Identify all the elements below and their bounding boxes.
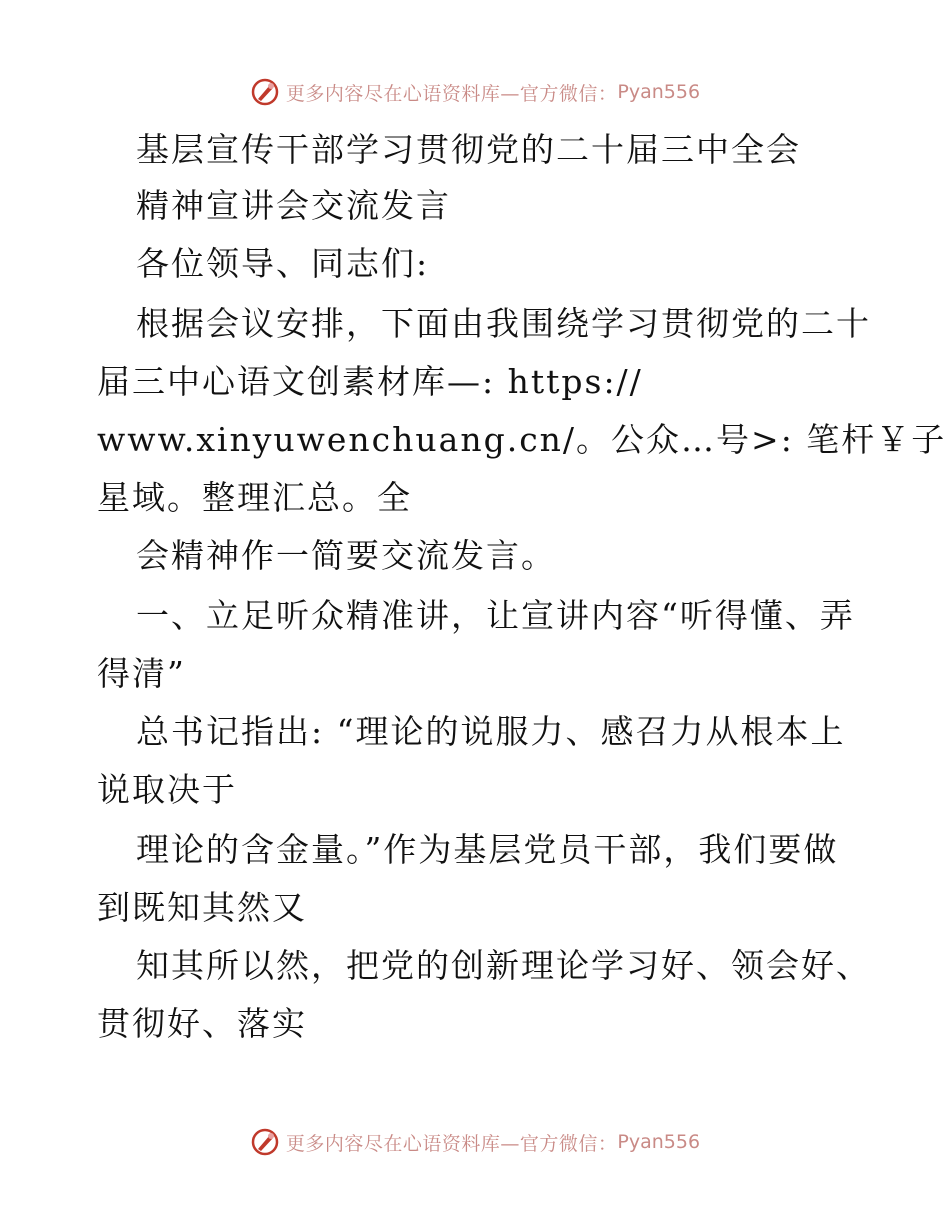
- title-line-2: 精神宣讲会交流发言: [136, 186, 451, 225]
- paragraph-line: 到既知其然又: [97, 888, 307, 927]
- title-line-1: 基层宣传干部学习贯彻党的二十届三中全会: [136, 130, 801, 169]
- section-heading-line: 得清”: [97, 654, 186, 693]
- salutation: 各位领导、同志们:: [136, 244, 430, 283]
- paragraph-line: www.xinyuwenchuang.cn/。公众…号>: 笔杆￥子: [97, 420, 947, 459]
- footer-banner: [0, 1122, 950, 1162]
- banner-wechat-id: Pyan556: [617, 81, 701, 103]
- paragraph-line: 总书记指出: “理论的说服力、感召力从根本上: [136, 712, 846, 751]
- paragraph-line: 说取决于: [97, 770, 237, 809]
- paragraph-line: 会精神作一简要交流发言。: [136, 536, 556, 575]
- paragraph-line: 星域。整理汇总。全: [97, 478, 412, 517]
- banner-wechat-id: Pyan556: [617, 1131, 701, 1153]
- banner-text: 更多内容尽在心语资料库—官方微信：: [285, 82, 618, 105]
- paragraph-line: 贯彻好、落实: [97, 1004, 307, 1043]
- section-heading-line: 一、立足听众精准讲，让宣讲内容“听得懂、弄: [136, 596, 855, 635]
- header-banner: [0, 72, 950, 112]
- paragraph-line: 根据会议安排，下面由我围绕学习贯彻党的二十: [136, 304, 871, 343]
- pen-logo-icon: [250, 1127, 280, 1157]
- banner-text: 更多内容尽在心语资料库—官方微信：: [285, 1132, 618, 1155]
- paragraph-line: 知其所以然，把党的创新理论学习好、领会好、: [136, 946, 871, 985]
- paragraph-line: 理论的含金量。”作为基层党员干部，我们要做: [136, 830, 839, 869]
- pen-logo-icon: [250, 77, 280, 107]
- paragraph-line: 届三中心语文创素材库—: https://: [97, 362, 643, 401]
